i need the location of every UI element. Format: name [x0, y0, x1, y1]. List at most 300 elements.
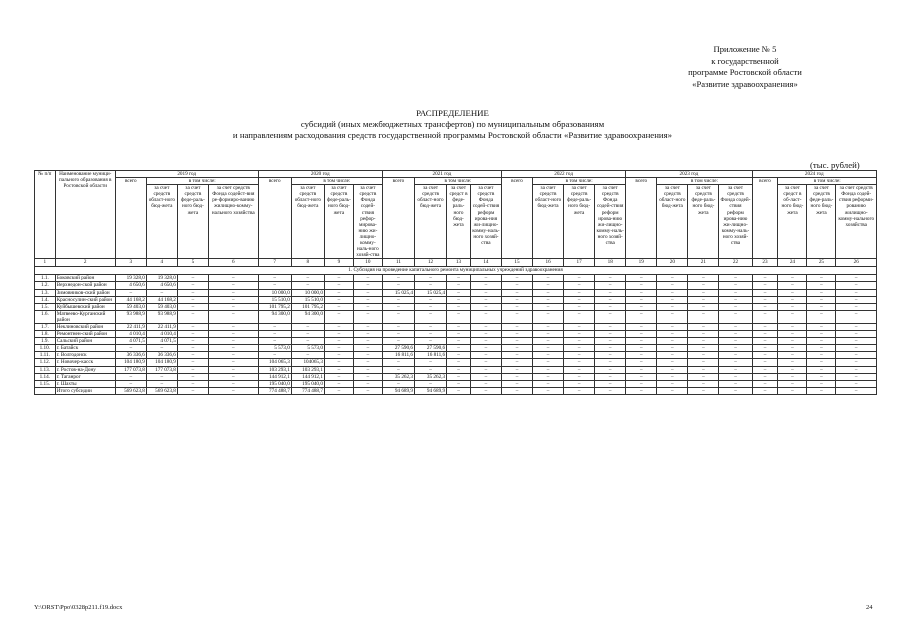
value-cell: 19 328,0	[146, 275, 177, 282]
value-cell: –	[208, 373, 258, 380]
column-number: 3	[115, 259, 146, 267]
value-cell: –	[258, 352, 291, 359]
value-cell: –	[595, 282, 626, 289]
value-cell: –	[353, 310, 382, 323]
value-cell: –	[564, 345, 595, 352]
value-cell: –	[353, 352, 382, 359]
document-subtitle-1: субсидий (иных межбюджетных трансфертов) по муниципальным образованиям	[300, 119, 605, 129]
value-cell: –	[719, 331, 752, 338]
municipality-name: Неклиновский район	[55, 323, 115, 330]
value-cell: –	[177, 380, 208, 387]
value-cell: –	[807, 366, 836, 373]
value-cell: –	[564, 275, 595, 282]
value-cell: –	[564, 310, 595, 323]
value-cell: –	[807, 296, 836, 303]
value-cell: 144 912,1	[291, 373, 324, 380]
value-cell: –	[688, 303, 719, 310]
value-cell: –	[719, 282, 752, 289]
table-row	[35, 296, 877, 303]
value-cell: –	[115, 380, 146, 387]
value-cell: 94 689,9	[414, 387, 446, 394]
value-cell: –	[657, 387, 688, 394]
municipality-name: г. Новочер-касск	[55, 359, 115, 366]
value-cell: 4 071,5	[146, 338, 177, 345]
value-cell: –	[564, 303, 595, 310]
value-cell: –	[501, 310, 532, 323]
value-cell: –	[564, 282, 595, 289]
value-cell: –	[447, 282, 471, 289]
value-cell: –	[719, 380, 752, 387]
value-cell: –	[719, 289, 752, 296]
value-cell: 569 623,8	[115, 387, 146, 394]
value-cell: –	[595, 345, 626, 352]
value-cell: –	[778, 303, 807, 310]
value-cell: –	[836, 282, 877, 289]
value-cell: –	[501, 345, 532, 352]
value-cell: –	[470, 387, 501, 394]
value-cell: –	[353, 289, 382, 296]
row-number: 1.6.	[35, 310, 56, 323]
value-cell: –	[447, 296, 471, 303]
value-cell: –	[564, 331, 595, 338]
value-cell: 15 510,0	[258, 296, 291, 303]
value-cell: 22 411,9	[146, 323, 177, 330]
value-cell: –	[595, 323, 626, 330]
table-row	[35, 310, 877, 323]
value-cell: –	[353, 387, 382, 394]
value-cell: –	[470, 359, 501, 366]
value-cell: –	[626, 345, 657, 352]
value-cell: 15 025,4	[382, 289, 414, 296]
row-number: 1.5.	[35, 303, 56, 310]
municipality-name: г. Таганрог	[55, 373, 115, 380]
value-cell: –	[501, 387, 532, 394]
value-cell: –	[414, 323, 446, 330]
value-cell: 35 262,3	[382, 373, 414, 380]
value-cell: –	[501, 373, 532, 380]
value-cell: –	[177, 373, 208, 380]
value-cell: –	[353, 380, 382, 387]
value-cell: –	[595, 303, 626, 310]
value-cell: 103 293,1	[291, 366, 324, 373]
column-number: 11	[382, 259, 414, 267]
value-cell: –	[382, 366, 414, 373]
value-cell: –	[177, 323, 208, 330]
row-number: 1.10.	[35, 345, 56, 352]
value-cell: –	[324, 282, 353, 289]
value-cell: –	[208, 366, 258, 373]
value-cell: –	[208, 331, 258, 338]
value-cell: –	[807, 303, 836, 310]
value-cell: –	[291, 282, 324, 289]
value-cell: 36 336,6	[146, 352, 177, 359]
value-cell: –	[807, 331, 836, 338]
table-row	[35, 387, 877, 394]
value-cell: 104 065,3	[258, 359, 291, 366]
value-cell: –	[208, 380, 258, 387]
value-cell: –	[177, 275, 208, 282]
value-cell: –	[533, 303, 564, 310]
value-cell: –	[626, 289, 657, 296]
table-row	[35, 331, 877, 338]
value-cell: –	[807, 345, 836, 352]
value-cell: –	[626, 282, 657, 289]
value-cell: 195 040,0	[258, 380, 291, 387]
value-cell: –	[414, 282, 446, 289]
value-cell: –	[836, 303, 877, 310]
value-cell: –	[657, 282, 688, 289]
funding-source-header: за счет средств Фонда содейст-вия ре-формиро-ванию жилищно-комму-нального хозяйства	[208, 185, 258, 259]
column-number: 14	[470, 259, 501, 267]
value-cell: 4 650,6	[146, 282, 177, 289]
value-cell: –	[836, 352, 877, 359]
funding-source-header: за счет средств феде-раль-ного бюд-жета	[177, 185, 208, 259]
value-cell: 59 403,0	[115, 303, 146, 310]
table-row	[35, 323, 877, 330]
value-cell: –	[501, 338, 532, 345]
value-cell: –	[447, 310, 471, 323]
funding-source-header: за счет средств феде-раль-ного бюд-жета	[807, 185, 836, 259]
value-cell: –	[324, 352, 353, 359]
value-cell: –	[353, 373, 382, 380]
value-cell: 177 073,8	[146, 366, 177, 373]
value-cell: –	[324, 289, 353, 296]
value-cell: –	[836, 331, 877, 338]
row-number: 1.2.	[35, 282, 56, 289]
value-cell: –	[533, 289, 564, 296]
municipality-name: Куйбышевский район	[55, 303, 115, 310]
value-cell: –	[208, 387, 258, 394]
value-cell: –	[447, 373, 471, 380]
value-cell: –	[564, 373, 595, 380]
value-cell: 35 262,3	[414, 373, 446, 380]
value-cell: –	[382, 331, 414, 338]
value-cell: –	[447, 338, 471, 345]
value-cell: –	[470, 373, 501, 380]
value-cell: –	[688, 387, 719, 394]
funding-source-header: за счет средств Фонда содей-ствия реформи-рованию жилищно-комму-нального хозяйства	[836, 185, 877, 259]
value-cell: 10 000,0	[258, 289, 291, 296]
value-cell: –	[807, 387, 836, 394]
value-cell: –	[470, 296, 501, 303]
value-cell: –	[719, 387, 752, 394]
value-cell: –	[626, 373, 657, 380]
including-header: в том числе:	[291, 178, 382, 185]
including-header: в том числе:	[657, 178, 752, 185]
value-cell: –	[719, 366, 752, 373]
value-cell: 5 573,0	[258, 345, 291, 352]
value-cell: –	[177, 359, 208, 366]
value-cell: –	[208, 359, 258, 366]
value-cell: 93 988,9	[115, 310, 146, 323]
value-cell: –	[719, 373, 752, 380]
column-number: 16	[533, 259, 564, 267]
column-number: 15	[501, 259, 532, 267]
value-cell: –	[501, 331, 532, 338]
column-number: 7	[258, 259, 291, 267]
value-cell: –	[626, 275, 657, 282]
row-number: 1.8.	[35, 331, 56, 338]
value-cell: –	[382, 323, 414, 330]
value-cell: –	[208, 338, 258, 345]
value-cell: 94 300,0	[258, 310, 291, 323]
value-cell: –	[778, 310, 807, 323]
municipality-name: г. Шахты	[55, 380, 115, 387]
annex-block	[640, 44, 850, 90]
value-cell: –	[836, 359, 877, 366]
value-cell: –	[208, 303, 258, 310]
column-number: 5	[177, 259, 208, 267]
including-header: в том числе:	[533, 178, 626, 185]
value-cell: –	[836, 296, 877, 303]
value-cell: –	[657, 352, 688, 359]
value-cell: –	[719, 303, 752, 310]
value-cell: –	[382, 380, 414, 387]
value-cell: –	[836, 289, 877, 296]
year-header: 2021 год	[382, 171, 501, 178]
value-cell: –	[626, 380, 657, 387]
table-row	[35, 366, 877, 373]
value-cell: –	[657, 296, 688, 303]
value-cell: –	[595, 310, 626, 323]
value-cell: –	[778, 387, 807, 394]
value-cell: –	[208, 323, 258, 330]
value-cell: –	[807, 373, 836, 380]
value-cell: –	[447, 387, 471, 394]
value-cell: –	[688, 338, 719, 345]
row-number: 1.3.	[35, 289, 56, 296]
value-cell: –	[258, 275, 291, 282]
value-cell: –	[501, 282, 532, 289]
value-cell: –	[208, 310, 258, 323]
total-header: всего	[258, 178, 291, 259]
value-cell: –	[836, 345, 877, 352]
value-cell: –	[778, 296, 807, 303]
table-row	[35, 373, 877, 380]
total-header: всего	[626, 178, 657, 259]
value-cell: –	[324, 338, 353, 345]
value-cell: –	[564, 323, 595, 330]
value-cell: 27 590,6	[414, 345, 446, 352]
value-cell: –	[595, 387, 626, 394]
value-cell: –	[688, 282, 719, 289]
value-cell: –	[414, 310, 446, 323]
value-cell: –	[564, 387, 595, 394]
value-cell: –	[836, 366, 877, 373]
value-cell: –	[353, 338, 382, 345]
value-cell: 104065,3	[291, 359, 324, 366]
value-cell: –	[807, 282, 836, 289]
value-cell: –	[564, 380, 595, 387]
value-cell: –	[778, 338, 807, 345]
municipality-name: Верхнедон-ской район	[55, 282, 115, 289]
value-cell: –	[778, 331, 807, 338]
value-cell: –	[595, 380, 626, 387]
document-title: РАСПРЕДЕЛЕНИЕ	[416, 108, 489, 118]
value-cell: –	[533, 352, 564, 359]
value-cell: –	[258, 331, 291, 338]
municipality-name: Зимовников-ский район	[55, 289, 115, 296]
column-number: 6	[208, 259, 258, 267]
value-cell: 15 025,4	[414, 289, 446, 296]
value-cell: –	[752, 303, 778, 310]
funding-source-header: за счет средств област-ного бюд-жета	[657, 185, 688, 259]
value-cell: –	[752, 366, 778, 373]
value-cell: –	[501, 303, 532, 310]
value-cell: –	[501, 359, 532, 366]
value-cell: –	[626, 338, 657, 345]
value-cell: –	[752, 373, 778, 380]
total-header: всего	[501, 178, 532, 259]
value-cell: –	[807, 310, 836, 323]
total-header: всего	[752, 178, 778, 259]
distribution-table-wrapper	[34, 170, 877, 395]
total-header: всего	[382, 178, 414, 259]
value-cell: –	[778, 373, 807, 380]
value-cell: 16 811,6	[382, 352, 414, 359]
value-cell: –	[688, 345, 719, 352]
value-cell: –	[836, 373, 877, 380]
value-cell: –	[382, 296, 414, 303]
value-cell: –	[353, 275, 382, 282]
column-number: 25	[807, 259, 836, 267]
value-cell: –	[719, 310, 752, 323]
row-number: 1.13.	[35, 366, 56, 373]
value-cell: –	[258, 282, 291, 289]
value-cell: –	[447, 380, 471, 387]
value-cell: –	[595, 275, 626, 282]
column-number: 22	[719, 259, 752, 267]
value-cell: –	[177, 345, 208, 352]
municipality-name: Сальский район	[55, 338, 115, 345]
value-cell: –	[447, 331, 471, 338]
value-cell: –	[353, 296, 382, 303]
funding-source-header: за счет средств феде-раль-ного бюд-жета	[564, 185, 595, 259]
column-number: 20	[657, 259, 688, 267]
value-cell: –	[291, 331, 324, 338]
value-cell: –	[324, 303, 353, 310]
including-header: в том числе:	[146, 178, 258, 185]
value-cell: –	[688, 331, 719, 338]
value-cell: –	[564, 289, 595, 296]
value-cell: 4 650,6	[115, 282, 146, 289]
value-cell: –	[324, 345, 353, 352]
value-cell: 104 180,9	[146, 359, 177, 366]
value-cell: –	[324, 310, 353, 323]
value-cell: –	[778, 323, 807, 330]
table-row	[35, 338, 877, 345]
value-cell: –	[470, 303, 501, 310]
value-cell: 19 328,0	[115, 275, 146, 282]
value-cell: –	[447, 275, 471, 282]
value-cell: –	[807, 359, 836, 366]
value-cell: 144 912,1	[258, 373, 291, 380]
value-cell: 22 411,9	[115, 323, 146, 330]
municipality-name: Боковский район	[55, 275, 115, 282]
value-cell: –	[657, 289, 688, 296]
value-cell: –	[836, 323, 877, 330]
value-cell: –	[626, 359, 657, 366]
value-cell: –	[719, 345, 752, 352]
value-cell: –	[807, 380, 836, 387]
value-cell: –	[115, 345, 146, 352]
value-cell: –	[688, 310, 719, 323]
value-cell: –	[470, 275, 501, 282]
value-cell: 15 510,0	[291, 296, 324, 303]
value-cell: –	[208, 352, 258, 359]
value-cell: –	[324, 380, 353, 387]
value-cell: –	[778, 359, 807, 366]
value-cell: –	[258, 323, 291, 330]
value-cell: –	[447, 359, 471, 366]
column-number: 4	[146, 259, 177, 267]
value-cell: –	[778, 275, 807, 282]
value-cell: –	[324, 296, 353, 303]
column-number: 13	[447, 259, 471, 267]
value-cell: 59 403,0	[146, 303, 177, 310]
value-cell: –	[752, 338, 778, 345]
row-number: 1.4.	[35, 296, 56, 303]
row-number: 1.11.	[35, 352, 56, 359]
col-header-no: № п/п	[35, 171, 56, 259]
funding-source-header: за счет средств Фонда содей-ствия реформ ирова-ния жи-лищно-комму-наль-ного хозяй-ства	[470, 185, 501, 259]
value-cell: –	[688, 289, 719, 296]
value-cell: –	[208, 275, 258, 282]
distribution-table	[34, 170, 877, 395]
row-number: 1.1.	[35, 275, 56, 282]
value-cell: –	[291, 275, 324, 282]
value-cell: 569 623,8	[146, 387, 177, 394]
value-cell: –	[688, 366, 719, 373]
value-cell: –	[752, 275, 778, 282]
value-cell: –	[752, 323, 778, 330]
funding-source-header: за счет средств Фонда содей-ствия рефор-мирова-нию жи-лищно-комму-наль-ного хозяй-ства	[353, 185, 382, 259]
value-cell: –	[470, 282, 501, 289]
table-row	[35, 275, 877, 282]
column-number: 23	[752, 259, 778, 267]
value-cell: –	[595, 296, 626, 303]
footer-file-path: Y:\ORST\Ppo\0328p211.f19.docx	[34, 604, 123, 611]
including-header: в том числе:	[778, 178, 877, 185]
table-header	[35, 171, 877, 259]
value-cell: –	[501, 380, 532, 387]
funding-source-header: за счет средств област-ного бюд-жета	[291, 185, 324, 259]
value-cell: –	[470, 366, 501, 373]
table-row	[35, 380, 877, 387]
year-header: 2019 год	[115, 171, 258, 178]
table-row	[35, 345, 877, 352]
value-cell: –	[291, 338, 324, 345]
value-cell: 94 300,0	[291, 310, 324, 323]
value-cell: –	[177, 296, 208, 303]
value-cell: 27 590,6	[382, 345, 414, 352]
value-cell: –	[414, 275, 446, 282]
value-cell: –	[778, 289, 807, 296]
value-cell: –	[208, 296, 258, 303]
column-number: 26	[836, 259, 877, 267]
value-cell: 104 180,9	[115, 359, 146, 366]
value-cell: 93 988,9	[146, 310, 177, 323]
value-cell: –	[626, 387, 657, 394]
value-cell: –	[324, 275, 353, 282]
value-cell: –	[564, 366, 595, 373]
value-cell: –	[470, 345, 501, 352]
value-cell: –	[752, 289, 778, 296]
table-row	[35, 303, 877, 310]
value-cell: –	[177, 289, 208, 296]
municipality-name: г. Батайск	[55, 345, 115, 352]
value-cell: –	[447, 366, 471, 373]
